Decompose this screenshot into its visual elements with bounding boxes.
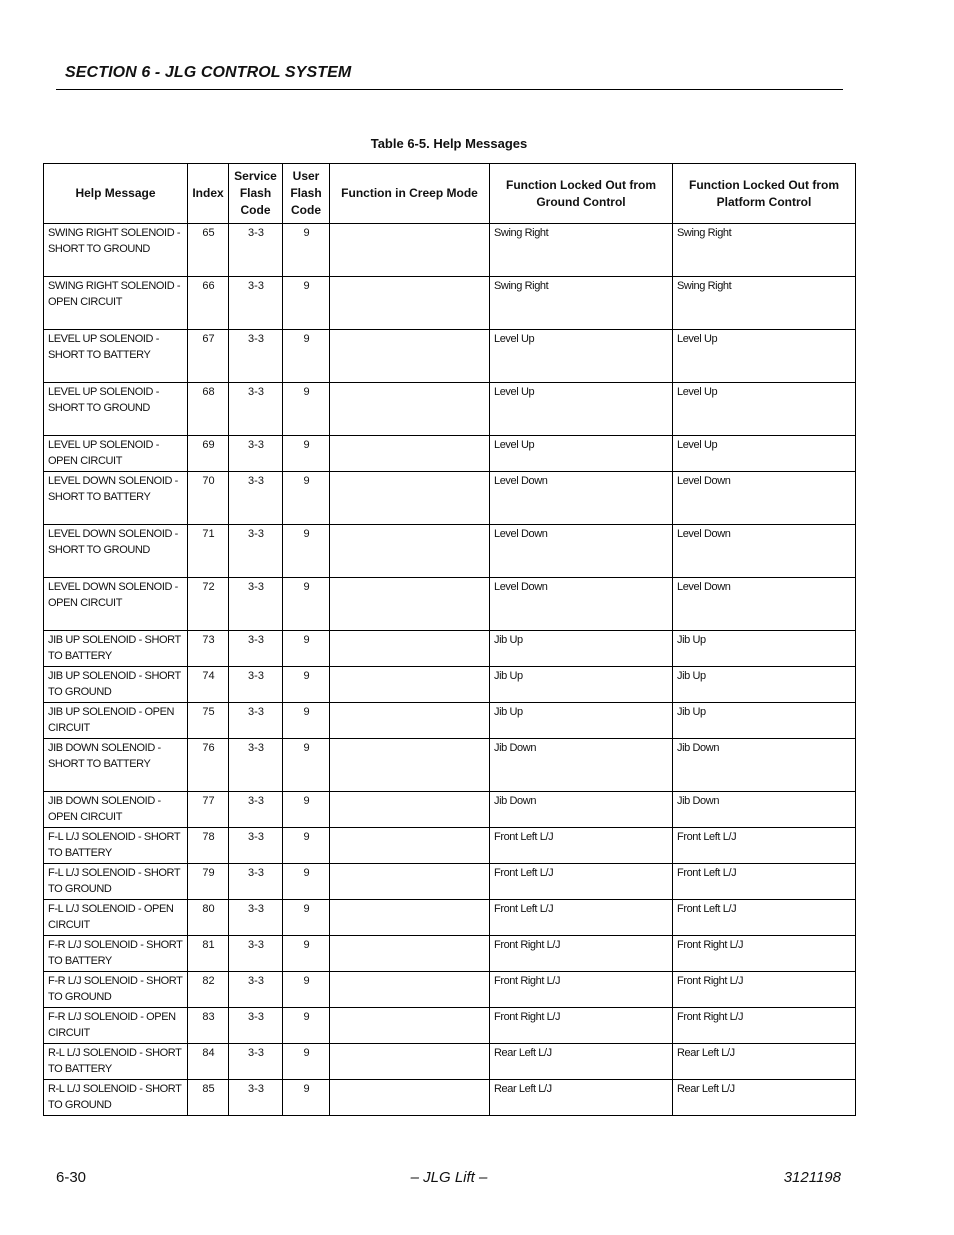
table-row	[44, 739, 856, 792]
cell-help-message: JIB UP SOLENOID - SHORT TO GROUND	[44, 667, 188, 703]
cell-help-message: F-L L/J SOLENOID - SHORT TO GROUND	[44, 864, 188, 900]
cell-platform-lockout: Front Right L/J	[673, 1008, 856, 1044]
cell-help-message: SWING RIGHT SOLENOID - OPEN CIRCUIT	[44, 277, 188, 330]
cell-creep-mode	[330, 525, 490, 578]
cell-creep-mode	[330, 1080, 490, 1116]
cell-creep-mode	[330, 667, 490, 703]
cell-service-flash-code: 3-3	[229, 972, 283, 1008]
cell-creep-mode	[330, 703, 490, 739]
cell-ground-lockout: Rear Left L/J	[490, 1044, 673, 1080]
cell-help-message: JIB UP SOLENOID - SHORT TO BATTERY	[44, 631, 188, 667]
cell-platform-lockout: Jib Down	[673, 792, 856, 828]
cell-ground-lockout: Front Right L/J	[490, 1008, 673, 1044]
table-row	[44, 703, 856, 739]
table-row	[44, 383, 856, 436]
cell-ground-lockout: Swing Right	[490, 224, 673, 277]
cell-service-flash-code: 3-3	[229, 224, 283, 277]
cell-index: 73	[188, 631, 229, 667]
cell-user-flash-code: 9	[283, 224, 330, 277]
cell-help-message: F-R L/J SOLENOID - SHORT TO BATTERY	[44, 936, 188, 972]
table-row	[44, 936, 856, 972]
table-row	[44, 1044, 856, 1080]
cell-service-flash-code: 3-3	[229, 330, 283, 383]
cell-creep-mode	[330, 828, 490, 864]
cell-service-flash-code: 3-3	[229, 277, 283, 330]
cell-creep-mode	[330, 900, 490, 936]
cell-platform-lockout: Level Down	[673, 472, 856, 525]
document-number: 3121198	[783, 1169, 841, 1186]
table-row	[44, 631, 856, 667]
table-row	[44, 578, 856, 631]
cell-user-flash-code: 9	[283, 631, 330, 667]
header-divider	[56, 89, 843, 90]
table-row	[44, 792, 856, 828]
cell-user-flash-code: 9	[283, 667, 330, 703]
cell-ground-lockout: Jib Up	[490, 667, 673, 703]
cell-service-flash-code: 3-3	[229, 525, 283, 578]
cell-user-flash-code: 9	[283, 472, 330, 525]
cell-platform-lockout: Jib Down	[673, 739, 856, 792]
column-header-ground-control: Function Locked Out from Ground Control	[490, 164, 673, 224]
cell-help-message: LEVEL DOWN SOLENOID - OPEN CIRCUIT	[44, 578, 188, 631]
cell-ground-lockout: Level Down	[490, 578, 673, 631]
cell-service-flash-code: 3-3	[229, 667, 283, 703]
cell-index: 74	[188, 667, 229, 703]
cell-platform-lockout: Swing Right	[673, 277, 856, 330]
cell-index: 85	[188, 1080, 229, 1116]
cell-user-flash-code: 9	[283, 1008, 330, 1044]
cell-creep-mode	[330, 972, 490, 1008]
cell-platform-lockout: Front Right L/J	[673, 972, 856, 1008]
cell-creep-mode	[330, 436, 490, 472]
column-header-user-flash-code: User Flash Code	[283, 164, 330, 224]
cell-index: 75	[188, 703, 229, 739]
table-row	[44, 330, 856, 383]
cell-user-flash-code: 9	[283, 330, 330, 383]
cell-index: 68	[188, 383, 229, 436]
section-title: SECTION 6 - JLG CONTROL SYSTEM	[65, 64, 352, 81]
column-header-help-message: Help Message	[44, 164, 188, 224]
cell-platform-lockout: Front Left L/J	[673, 900, 856, 936]
table-row	[44, 864, 856, 900]
table-row	[44, 472, 856, 525]
cell-ground-lockout: Front Left L/J	[490, 864, 673, 900]
cell-help-message: SWING RIGHT SOLENOID - SHORT TO GROUND	[44, 224, 188, 277]
cell-ground-lockout: Rear Left L/J	[490, 1080, 673, 1116]
cell-service-flash-code: 3-3	[229, 436, 283, 472]
cell-service-flash-code: 3-3	[229, 900, 283, 936]
cell-ground-lockout: Front Right L/J	[490, 972, 673, 1008]
cell-help-message: F-L L/J SOLENOID - SHORT TO BATTERY	[44, 828, 188, 864]
table-row	[44, 828, 856, 864]
cell-index: 80	[188, 900, 229, 936]
cell-index: 78	[188, 828, 229, 864]
cell-user-flash-code: 9	[283, 792, 330, 828]
cell-creep-mode	[330, 277, 490, 330]
cell-service-flash-code: 3-3	[229, 472, 283, 525]
cell-creep-mode	[330, 864, 490, 900]
cell-creep-mode	[330, 739, 490, 792]
table-row	[44, 667, 856, 703]
table-row	[44, 972, 856, 1008]
cell-service-flash-code: 3-3	[229, 631, 283, 667]
cell-ground-lockout: Jib Down	[490, 792, 673, 828]
cell-creep-mode	[330, 224, 490, 277]
cell-help-message: JIB DOWN SOLENOID - OPEN CIRCUIT	[44, 792, 188, 828]
column-header-index: Index	[188, 164, 229, 224]
cell-ground-lockout: Swing Right	[490, 277, 673, 330]
cell-index: 69	[188, 436, 229, 472]
cell-platform-lockout: Rear Left L/J	[673, 1080, 856, 1116]
cell-help-message: LEVEL UP SOLENOID - OPEN CIRCUIT	[44, 436, 188, 472]
page-number: 6-30	[56, 1169, 87, 1186]
cell-ground-lockout: Jib Down	[490, 739, 673, 792]
cell-help-message: JIB UP SOLENOID - OPEN CIRCUIT	[44, 703, 188, 739]
cell-service-flash-code: 3-3	[229, 828, 283, 864]
table-row	[44, 436, 856, 472]
cell-index: 67	[188, 330, 229, 383]
cell-user-flash-code: 9	[283, 1044, 330, 1080]
cell-platform-lockout: Front Left L/J	[673, 864, 856, 900]
cell-help-message: LEVEL DOWN SOLENOID - SHORT TO GROUND	[44, 525, 188, 578]
table-row	[44, 1080, 856, 1116]
cell-index: 77	[188, 792, 229, 828]
cell-service-flash-code: 3-3	[229, 703, 283, 739]
cell-index: 66	[188, 277, 229, 330]
cell-platform-lockout: Jib Up	[673, 703, 856, 739]
help-messages-table	[43, 163, 856, 1116]
cell-creep-mode	[330, 792, 490, 828]
column-header-platform-control: Function Locked Out from Platform Control	[673, 164, 856, 224]
cell-creep-mode	[330, 936, 490, 972]
cell-user-flash-code: 9	[283, 277, 330, 330]
cell-index: 83	[188, 1008, 229, 1044]
cell-service-flash-code: 3-3	[229, 383, 283, 436]
cell-index: 71	[188, 525, 229, 578]
cell-user-flash-code: 9	[283, 936, 330, 972]
cell-user-flash-code: 9	[283, 828, 330, 864]
cell-creep-mode	[330, 578, 490, 631]
cell-ground-lockout: Level Up	[490, 436, 673, 472]
cell-user-flash-code: 9	[283, 864, 330, 900]
cell-index: 79	[188, 864, 229, 900]
cell-user-flash-code: 9	[283, 703, 330, 739]
table-row	[44, 525, 856, 578]
cell-creep-mode	[330, 631, 490, 667]
table-body	[44, 224, 856, 1116]
cell-index: 82	[188, 972, 229, 1008]
cell-service-flash-code: 3-3	[229, 864, 283, 900]
table-row	[44, 224, 856, 277]
column-header-creep-mode: Function in Creep Mode	[330, 164, 490, 224]
cell-service-flash-code: 3-3	[229, 1008, 283, 1044]
cell-service-flash-code: 3-3	[229, 936, 283, 972]
cell-user-flash-code: 9	[283, 436, 330, 472]
cell-service-flash-code: 3-3	[229, 1044, 283, 1080]
cell-help-message: F-R L/J SOLENOID - OPEN CIRCUIT	[44, 1008, 188, 1044]
cell-creep-mode	[330, 1044, 490, 1080]
cell-user-flash-code: 9	[283, 972, 330, 1008]
cell-index: 65	[188, 224, 229, 277]
cell-ground-lockout: Front Left L/J	[490, 900, 673, 936]
cell-creep-mode	[330, 330, 490, 383]
footer-publisher: – JLG Lift –	[410, 1169, 488, 1186]
cell-index: 70	[188, 472, 229, 525]
table-header-row	[44, 164, 856, 224]
cell-user-flash-code: 9	[283, 525, 330, 578]
table-row	[44, 277, 856, 330]
table-row	[44, 1008, 856, 1044]
table-caption: Table 6-5. Help Messages	[370, 136, 528, 151]
cell-ground-lockout: Level Down	[490, 472, 673, 525]
cell-help-message: F-L L/J SOLENOID - OPEN CIRCUIT	[44, 900, 188, 936]
cell-platform-lockout: Rear Left L/J	[673, 1044, 856, 1080]
cell-user-flash-code: 9	[283, 739, 330, 792]
cell-ground-lockout: Level Up	[490, 330, 673, 383]
table-row	[44, 900, 856, 936]
cell-index: 72	[188, 578, 229, 631]
cell-index: 84	[188, 1044, 229, 1080]
cell-platform-lockout: Front Right L/J	[673, 936, 856, 972]
cell-index: 76	[188, 739, 229, 792]
cell-ground-lockout: Front Left L/J	[490, 828, 673, 864]
cell-user-flash-code: 9	[283, 900, 330, 936]
cell-creep-mode	[330, 472, 490, 525]
cell-help-message: LEVEL DOWN SOLENOID - SHORT TO BATTERY	[44, 472, 188, 525]
cell-user-flash-code: 9	[283, 383, 330, 436]
cell-user-flash-code: 9	[283, 578, 330, 631]
cell-service-flash-code: 3-3	[229, 578, 283, 631]
cell-service-flash-code: 3-3	[229, 1080, 283, 1116]
cell-creep-mode	[330, 383, 490, 436]
cell-help-message: LEVEL UP SOLENOID - SHORT TO GROUND	[44, 383, 188, 436]
column-header-service-flash-code: Service Flash Code	[229, 164, 283, 224]
cell-platform-lockout: Level Up	[673, 330, 856, 383]
cell-creep-mode	[330, 1008, 490, 1044]
cell-platform-lockout: Jib Up	[673, 667, 856, 703]
cell-ground-lockout: Front Right L/J	[490, 936, 673, 972]
cell-ground-lockout: Jib Up	[490, 631, 673, 667]
cell-platform-lockout: Front Left L/J	[673, 828, 856, 864]
cell-service-flash-code: 3-3	[229, 792, 283, 828]
cell-platform-lockout: Level Up	[673, 383, 856, 436]
cell-index: 81	[188, 936, 229, 972]
cell-help-message: LEVEL UP SOLENOID - SHORT TO BATTERY	[44, 330, 188, 383]
cell-platform-lockout: Jib Up	[673, 631, 856, 667]
cell-platform-lockout: Swing Right	[673, 224, 856, 277]
cell-platform-lockout: Level Down	[673, 525, 856, 578]
cell-help-message: F-R L/J SOLENOID - SHORT TO GROUND	[44, 972, 188, 1008]
cell-help-message: R-L L/J SOLENOID - SHORT TO GROUND	[44, 1080, 188, 1116]
cell-help-message: R-L L/J SOLENOID - SHORT TO BATTERY	[44, 1044, 188, 1080]
cell-user-flash-code: 9	[283, 1080, 330, 1116]
cell-platform-lockout: Level Down	[673, 578, 856, 631]
cell-ground-lockout: Level Down	[490, 525, 673, 578]
cell-platform-lockout: Level Up	[673, 436, 856, 472]
cell-ground-lockout: Level Up	[490, 383, 673, 436]
cell-help-message: JIB DOWN SOLENOID - SHORT TO BATTERY	[44, 739, 188, 792]
cell-service-flash-code: 3-3	[229, 739, 283, 792]
cell-ground-lockout: Jib Up	[490, 703, 673, 739]
